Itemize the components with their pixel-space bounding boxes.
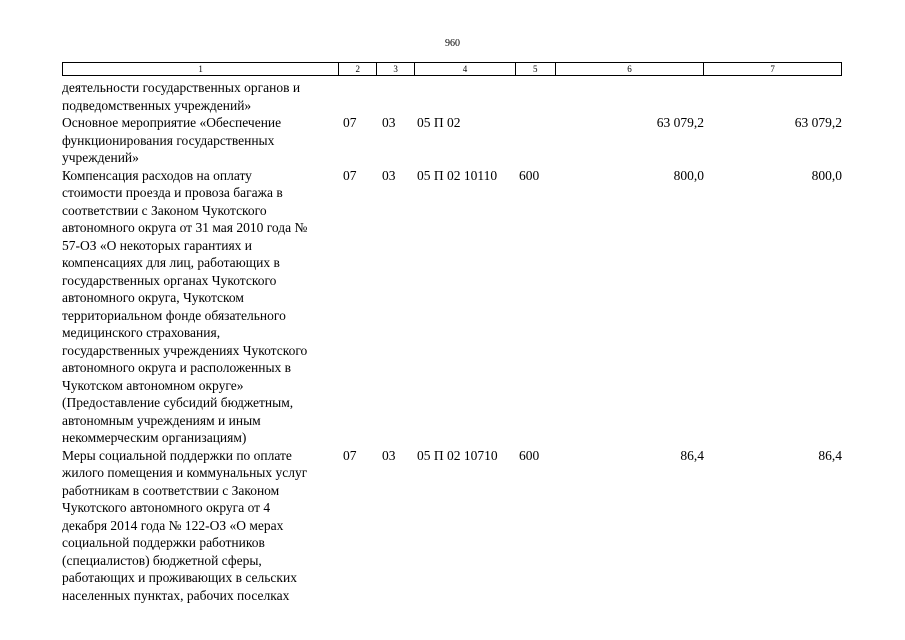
row-amount-6: 86,4	[680, 447, 704, 463]
header-col-7: 7	[770, 64, 775, 74]
row-amount-7: 800,0	[811, 167, 842, 183]
row-amount-7	[705, 79, 842, 114]
header-col-3: 3	[377, 63, 415, 75]
row-amount-6: 63 079,2	[656, 115, 704, 130]
header-col-4: 4	[415, 63, 516, 75]
row-amount-7: 86,4	[818, 447, 842, 463]
row-expense-type: 600	[519, 447, 540, 463]
header-col-2: 2	[339, 63, 377, 75]
row-target-article: 05 П 02 10710	[417, 447, 498, 463]
table-row	[62, 79, 842, 114]
table-header	[62, 62, 842, 76]
row-target-article: 05 П 02	[417, 115, 461, 130]
header-col-6: 6	[556, 63, 705, 75]
header-col-1: 1	[63, 63, 339, 75]
row-section: 07	[343, 167, 357, 183]
table-row	[62, 114, 842, 167]
table-body	[62, 79, 842, 604]
row-amount-6	[556, 79, 705, 114]
table-row	[62, 447, 842, 605]
row-subsection	[377, 79, 415, 114]
row-expense-type: 600	[519, 167, 540, 183]
header-col-5: 5	[516, 63, 556, 75]
row-section: 07	[343, 447, 357, 463]
row-subsection: 03	[382, 167, 396, 183]
row-amount-7: 63 079,2	[794, 115, 842, 130]
table-row	[62, 167, 842, 447]
row-target-article	[415, 79, 516, 114]
row-expense-type	[516, 79, 556, 114]
row-expense-type	[516, 114, 556, 167]
row-subsection: 03	[382, 115, 396, 130]
row-amount-6: 800,0	[673, 167, 704, 183]
row-section: 07	[343, 115, 357, 130]
row-section	[339, 79, 377, 114]
row-subsection: 03	[382, 447, 396, 463]
page-number: 960	[445, 38, 460, 49]
row-target-article: 05 П 02 10110	[417, 167, 498, 183]
row-description: Компенсация расходов на оплату стоимости проезда и провоза багажа в соответствии с Законом Чукотского автономного округа от 31 мая 2010 года № 57-ОЗ «О некоторых гарантиях и компенсациях для лиц, работающих в государственных органах Чукотского автономного округа, Чукотском территориальном фонде обязательного медицинского страхования, государственных учреждениях Чукотского автономного округа и расположенных в Чукотском автономном округе» (Предоставление субсидий бюджетным, автономным учреждениям и иным некоммерческим организациям)	[62, 167, 308, 445]
row-description: Меры социальной поддержки по оплате жилого помещения и коммунальных услуг работникам в соответствии с Законом Чукотского автономного округа от 4 декабря 2014 года № 122-ОЗ «О мерах социальной поддержки работников (специалистов) бюджетной сферы, работающих и проживающих в сельских населенных пунктах, рабочих поселках	[62, 447, 308, 603]
row-description: Основное мероприятие «Обеспечение функционирования государственных учреждений»	[62, 115, 282, 165]
row-description: деятельности государственных органов и подведомственных учреждений»	[62, 80, 301, 113]
